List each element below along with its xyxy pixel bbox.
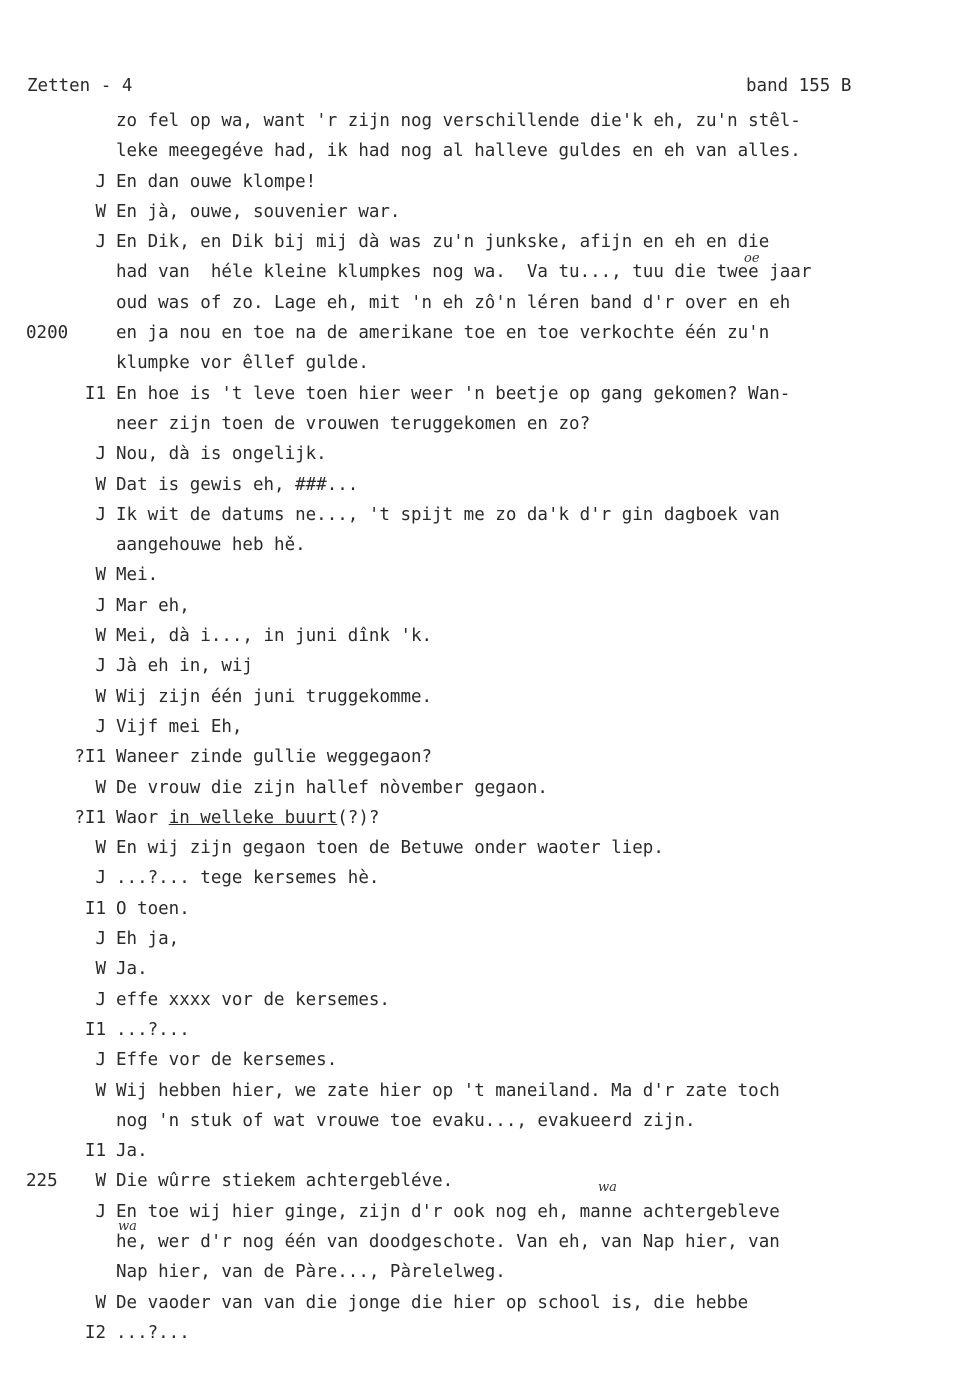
speaker-label: I1 <box>84 1141 106 1162</box>
speaker-label: W <box>95 565 106 586</box>
transcript-line <box>0 288 979 318</box>
utterance-text: Die wûrre stiekem achtergebléve. <box>116 1171 454 1192</box>
utterance-text: De vaoder van van die jonge die hier op school is, die hebbe <box>116 1292 749 1313</box>
speaker-label: W <box>95 686 106 707</box>
transcript-line <box>0 1106 979 1136</box>
utterance-text: ...?... <box>116 1322 190 1343</box>
speaker-label: J <box>95 504 106 525</box>
transcript-line <box>0 894 979 924</box>
transcript-line <box>0 985 979 1015</box>
transcript-line <box>0 1257 979 1287</box>
speaker-label: W <box>95 474 106 495</box>
transcript-line <box>0 591 979 621</box>
utterance-text: Waneer zinde gullie weggegaon? <box>116 747 433 768</box>
transcript-line <box>0 863 979 893</box>
transcript-line <box>0 1288 979 1318</box>
transcript-line <box>0 106 979 136</box>
speaker-label: J <box>95 595 106 616</box>
utterance-text: Mei, dà i..., in juni dînk 'k. <box>116 626 433 647</box>
utterance-text: Ja. <box>116 1141 148 1162</box>
utterance-text: leke meegegéve had, ik had nog al halleve guldes en eh van alles. <box>116 141 801 162</box>
transcript-line <box>0 530 979 560</box>
utterance-text: Nap hier, van de Pàre..., Pàrelelweg. <box>116 1262 506 1283</box>
tape-reference: band 155 B <box>746 76 852 96</box>
page-header <box>0 76 979 104</box>
transcript-line <box>0 318 979 348</box>
transcript-line <box>0 136 979 166</box>
transcript-line <box>0 409 979 439</box>
transcript-line <box>0 1136 979 1166</box>
handwritten-correction: wa <box>598 1180 617 1195</box>
speaker-label: W <box>95 838 106 859</box>
utterance-text: O toen. <box>116 898 190 919</box>
transcript-line <box>0 833 979 863</box>
speaker-label: W <box>95 626 106 647</box>
utterance-text: En dan ouwe klompe! <box>116 171 317 192</box>
transcript-line <box>0 1166 979 1196</box>
transcript-line <box>0 621 979 651</box>
utterance-text: Effe vor de kersemes. <box>116 1050 338 1071</box>
speaker-label: W <box>95 1292 106 1313</box>
speaker-label: J <box>95 929 106 950</box>
header-title: Zetten - 4 <box>27 76 133 96</box>
utterance-text: zo fel op wa, want 'r zijn nog verschillende die'k eh, zu'n stêl- <box>116 111 801 131</box>
utterance-text: had van héle kleine klumpkes nog wa. Va tu..., tuu die twee jaar <box>116 262 812 283</box>
utterance-text: neer zijn toen de vrouwen teruggekomen en zo? <box>116 413 591 434</box>
transcript-line <box>0 470 979 500</box>
utterance-text: Wij hebben hier, we zate hier op 't maneiland. Ma d'r zate toch <box>116 1080 780 1101</box>
speaker-label: J <box>95 656 106 677</box>
transcript-line <box>0 1227 979 1257</box>
transcript-line <box>0 954 979 984</box>
utterance-text: Ja. <box>116 959 148 980</box>
utterance-text: En jà, ouwe, souvenier war. <box>116 201 401 222</box>
speaker-label: J <box>95 1050 106 1071</box>
transcript-line <box>0 379 979 409</box>
utterance-text: Jà eh in, wij <box>116 656 253 677</box>
transcript-line <box>0 167 979 197</box>
tape-counter: 225 <box>26 1171 58 1192</box>
transcript-line <box>0 227 979 257</box>
speaker-label: W <box>95 201 106 222</box>
utterance-text: Mei. <box>116 565 159 586</box>
utterance-text: ...?... tege kersemes hè. <box>116 868 380 889</box>
transcript-lines <box>0 106 979 1348</box>
utterance-text: Dat is gewis eh, ###... <box>116 474 359 495</box>
speaker-label: W <box>95 1171 106 1192</box>
utterance-text: nog 'n stuk of wat vrouwe toe evaku..., evakueerd zijn. <box>116 1110 696 1131</box>
utterance-text: he, wer d'r nog één van doodgeschote. Van eh, van Nap hier, van <box>116 1231 780 1252</box>
transcript-line <box>0 803 979 833</box>
transcript-line <box>0 924 979 954</box>
speaker-label: W <box>95 777 106 798</box>
utterance-text: Wij zijn één juni truggekomme. <box>116 686 433 707</box>
transcript-line <box>0 742 979 772</box>
utterance-text: En wij zijn gegaon toen de Betuwe onder waoter liep. <box>116 838 664 859</box>
speaker-label: J <box>95 171 106 192</box>
tape-counter: 0200 <box>26 323 69 344</box>
utterance-text: oud was of zo. Lage eh, mit 'n eh zô'n léren band d'r over en eh <box>116 292 791 313</box>
transcript-line <box>0 1015 979 1045</box>
speaker-label: W <box>95 959 106 980</box>
speaker-label: I2 <box>84 1322 106 1343</box>
utterance-text: De vrouw die zijn hallef nòvember gegaon. <box>116 777 548 798</box>
utterance-text: aangehouwe heb hě. <box>116 535 306 556</box>
utterance-text: effe xxxx vor de kersemes. <box>116 989 390 1010</box>
speaker-label: J <box>95 444 106 465</box>
speaker-label: I1 <box>84 1019 106 1040</box>
utterance-text: Eh ja, <box>116 929 180 950</box>
utterance-text: en ja nou en toe na de amerikane toe en toe verkochte één zu'n <box>116 323 770 344</box>
transcript-line <box>0 439 979 469</box>
speaker-label: J <box>95 232 106 253</box>
speaker-label: J <box>95 868 106 889</box>
utterance-text: klumpke vor êllef gulde. <box>116 353 369 374</box>
handwritten-correction: wa <box>118 1219 137 1234</box>
speaker-label: J <box>95 716 106 737</box>
speaker-label: W <box>95 1080 106 1101</box>
transcript-line <box>0 651 979 681</box>
utterance-text: Mar eh, <box>116 595 190 616</box>
speaker-label: J <box>95 989 106 1010</box>
utterance-text: Vijf mei Eh, <box>116 716 243 737</box>
speaker-label: J <box>95 1201 106 1222</box>
transcript-line <box>0 1197 979 1227</box>
utterance-text: Ik wit de datums ne..., 't spijt me zo da'k d'r gin dagboek van <box>116 504 780 525</box>
transcript-line <box>0 257 979 287</box>
transcript-line <box>0 500 979 530</box>
utterance-text: Nou, dà is ongelijk. <box>116 444 327 465</box>
speaker-label: I1 <box>84 898 106 919</box>
transcript-line <box>0 1318 979 1348</box>
transcript-line <box>0 682 979 712</box>
utterance-text: En hoe is 't leve toen hier weer 'n beetje op gang gekomen? Wan- <box>116 383 791 404</box>
handwritten-correction: oe <box>744 251 760 266</box>
transcript-line <box>0 560 979 590</box>
transcript-line <box>0 197 979 227</box>
transcript-line <box>0 773 979 803</box>
transcript-line <box>0 348 979 378</box>
utterance-text: En Dik, en Dik bij mij dà was zu'n junkske, afijn en eh en die <box>116 232 770 253</box>
speaker-label: I1 <box>84 383 106 404</box>
utterance-text: En toe wij hier ginge, zijn d'r ook nog eh, manne achtergebleve <box>116 1201 780 1222</box>
speaker-label: ?I1 <box>74 807 106 828</box>
utterance-text: Waor in welleke buurt(?)? <box>116 807 380 828</box>
speaker-label: ?I1 <box>74 747 106 768</box>
transcript-line <box>0 1045 979 1075</box>
transcript-line <box>0 1076 979 1106</box>
transcript-line <box>0 712 979 742</box>
utterance-text: ...?... <box>116 1019 190 1040</box>
